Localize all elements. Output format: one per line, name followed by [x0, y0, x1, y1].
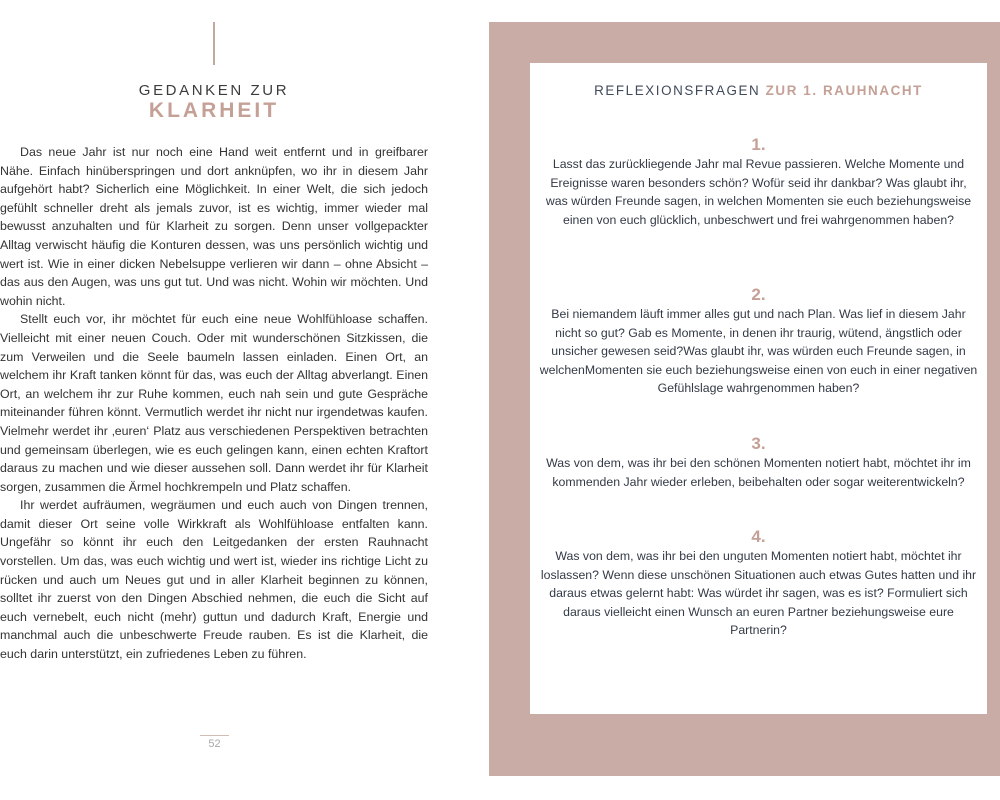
question-number: 3. [751, 434, 766, 453]
page-number: 52 [208, 738, 221, 750]
question-text: Bei niemandem läuft immer alles gut und nach Plan. Was lief in diesem Jahr nicht so gut? Gab es Momente, in denen ihr traurig, wütend, ängstlich oder unsicher gewesen seid?Was glaubt ihr, was würden euch Freunde sagen, in welchenMomenten sie euch beziehungsweise einen von euch in einer negativen Gefühlslage wahrgenommen haben? [539, 307, 978, 396]
question-text: Was von dem, was ihr bei den unguten Momenten notiert habt, möchtet ihr loslassen? Wenn diese unschönen Situationen auch etwas Gutes hatten und ihr daraus etwas gelernt habt: Was würdet ihr sagen, was es ist? Formuliert sich daraus vielleicht einen Wunsch an euren Partner beziehungsweise eure Partnerin? [540, 549, 977, 638]
question-block [530, 135, 987, 229]
question-number: 1. [751, 135, 766, 154]
card-title-prefix: REFLEXIONSFRAGEN [594, 83, 761, 98]
paragraph: Ihr werdet aufräumen, wegräumen und euch auch von Dingen trennen, damit dieser Ort seine volle Wirkkraft als Wohlfühloase entfalten kann. Ungefähr so könnt ihr euch den Leitgedanken der ersten Rauhnacht vorstellen. Um das, was euch wichtig und wert ist, wieder ins richtige Licht zu rücken und auch um Neues gut und in aller Klarheit beginnen zu können, solltet ihr zuerst von den Dingen Abschied nehmen, die euch die Sicht auf euch vernebelt, euch nicht (mehr) guttun und dadurch Kraft, Energie und manchmal auch die unbeschwerte Freude rauben. Es ist die Klarheit, die euch darin unterstützt, ein zufriedenes Leben zu führen. [0, 498, 428, 662]
question-block [530, 434, 987, 491]
heading-eyebrow: GEDANKEN ZUR [138, 82, 290, 99]
paragraph: Stellt euch vor, ihr möchtet für euch eine neue Wohlfühloase schaffen. Vielleicht mit einer neuen Couch. Oder mit wunderschönen Sitzkissen, die zum Verweilen und die Seele baumeln lassen einladen. Einen Ort, an welchem ihr Kraft tanken könnt für das, was euch der Alltag abverlangt. Einen Ort, an welchem ihr zur Ruhe kommen, euch nah sein und gute Gespräche miteinander führen könnt. Vermutlich werdet ihr nicht nur irgendetwas kaufen. Vielmehr werdet ihr ‚euren‘ Platz aus verschiedenen Perspektiven betrachten und gemeinsam überlegen, wie es euch gelingen kann, einen echten Kraftort daraus zu machen und wie dieser aussehen soll. Dann werdet ihr für Klarheit sorgen, zusammen die Ärmel hochkrempeln und Platz schaffen. [0, 312, 428, 494]
question-text: Was von dem, was ihr bei den schönen Momenten notiert habt, möchtet ihr im kommenden Jahr wieder erleben, beibehalten oder sogar weiterentwickeln? [546, 456, 971, 489]
question-number: 2. [751, 285, 766, 304]
left-page [0, 0, 489, 800]
page-number-divider [200, 735, 229, 736]
heading-main: KLARHEIT [148, 99, 280, 122]
body-text [0, 143, 428, 664]
question-block [530, 285, 987, 398]
right-page [489, 0, 1000, 800]
card-title-accent: ZUR 1. RAUHNACHT [765, 83, 923, 98]
decorative-vertical-rule [213, 22, 215, 65]
card-title [530, 83, 987, 98]
question-block [530, 527, 987, 640]
reflection-card [530, 63, 987, 714]
question-number: 4. [751, 527, 766, 546]
question-text: Lasst das zurückliegende Jahr mal Revue passieren. Welche Momente und Ereignisse waren besonders schön? Wofür seid ihr dankbar? Was glaubt ihr, was würden Freunde sagen, in welchen Momenten sie euch beziehungsweise einen von euch glücklich, unbeschwert und frei wahrgenommen haben? [545, 157, 972, 227]
paragraph: Das neue Jahr ist nur noch eine Hand weit entfernt und in greifbarer Nähe. Einfach hinüberspringen und dort anknüpfen, wo ihr in diesem Jahr aufgehört habt? Sicherlich eine Möglichkeit. In einer Welt, die sich jedoch gefühlt schneller dreht als jemals zuvor, ist es wichtig, immer wieder mal bewusst anzuhalten und für Klarheit zu sorgen. Denn unser vollgepackter Alltag verwischt häufig die Konturen dessen, was uns persönlich wichtig und wert ist. Wie in einer dicken Nebelsuppe verlieren wir dann – ohne Absicht – das aus den Augen, was uns gut tut. Und was nicht. Wohin wir möchten. Und wohin nicht. [0, 145, 428, 308]
